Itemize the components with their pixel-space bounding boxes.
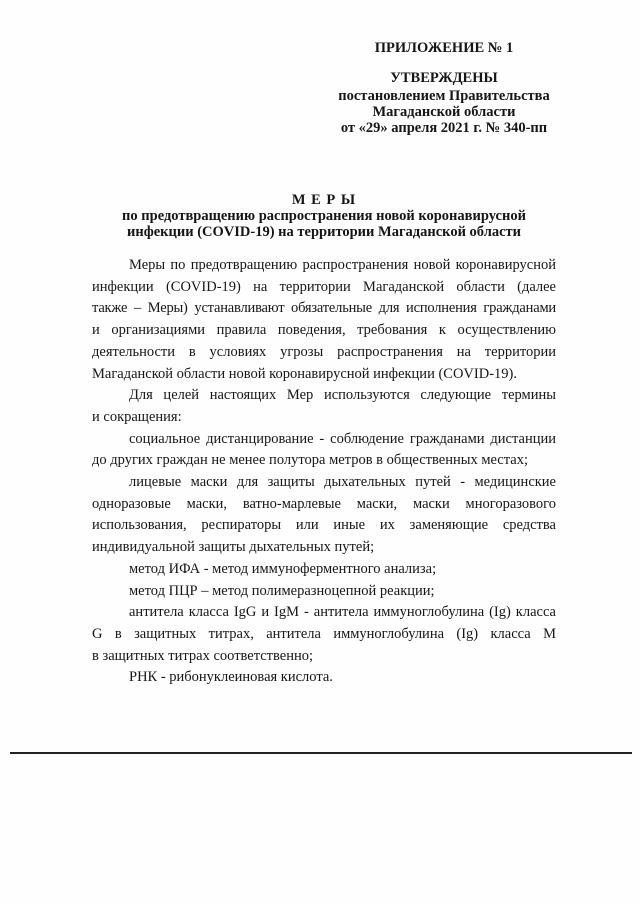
definition-line: G в защитных титрах, антитела иммуноглобулина (Ig) класса M	[92, 625, 556, 642]
horizontal-rule	[10, 752, 632, 754]
decree-date-number: от «29» апреля 2021 г. № 340-пп	[340, 120, 548, 136]
title-subtitle-line: по предотвращению распространения новой коронавирусной	[122, 208, 526, 224]
paragraph-line: также – Меры) устанавливают обязательные для исполнения гражданами	[92, 300, 556, 317]
paragraph-line: и организациями правила поведения, требования к осуществлению	[92, 322, 556, 339]
decree-line: постановлением Правительства	[338, 88, 550, 104]
body-text	[92, 255, 556, 689]
paragraph-line: деятельности в условиях угрозы распространения на территории	[92, 343, 556, 360]
definition-line: метод ИФА - метод иммуноферментного анализа;	[129, 560, 437, 577]
definition-line: РНК - рибонуклеиновая кислота.	[129, 669, 333, 686]
definition-line: метод ПЦР – метод полимеразноцепной реакции;	[129, 582, 435, 599]
approved-label: УТВЕРЖДЕНЫ	[390, 70, 498, 86]
document-title	[94, 192, 554, 240]
appendix-label: ПРИЛОЖЕНИЕ № 1	[374, 40, 514, 56]
definition-line: антитела класса IgG и IgM - антитела иммуноглобулина (Ig) класса	[129, 604, 556, 621]
definition-line: лицевые маски для защиты дыхательных путей - медицинские	[129, 474, 556, 491]
decree-line: Магаданской области	[372, 104, 516, 120]
paragraph-line: Для целей настоящих Мер используются следующие термины	[129, 387, 556, 404]
definition-line: индивидуальной защиты дыхательных путей;	[92, 539, 375, 556]
definition-line: до других граждан не менее полутора метров в общественных местах;	[92, 452, 528, 469]
definition-line: в защитных титрах соответственно;	[92, 647, 314, 664]
title-subtitle-line: инфекции (COVID-19) на территории Магаданской области	[127, 224, 521, 240]
title-heading: М Е Р Ы	[291, 192, 357, 208]
definition-line: одноразовые маски, ватно-марлевые маски, маски многоразового	[92, 495, 556, 512]
definition-line: социальное дистанцирование - соблюдение гражданами дистанции	[129, 430, 556, 447]
definition-line: использования, респираторы или иные их заменяющие средства	[92, 517, 556, 534]
paragraph-line: Магаданской области новой коронавирусной инфекции (COVID-19).	[92, 365, 517, 382]
paragraph-line: Меры по предотвращению распространения новой коронавирусной	[129, 257, 556, 273]
paragraph-line: и сокращения:	[92, 408, 182, 425]
approval-header	[314, 40, 574, 136]
paragraph-line: инфекции (COVID-19) на территории Магаданской области (далее	[92, 278, 556, 295]
